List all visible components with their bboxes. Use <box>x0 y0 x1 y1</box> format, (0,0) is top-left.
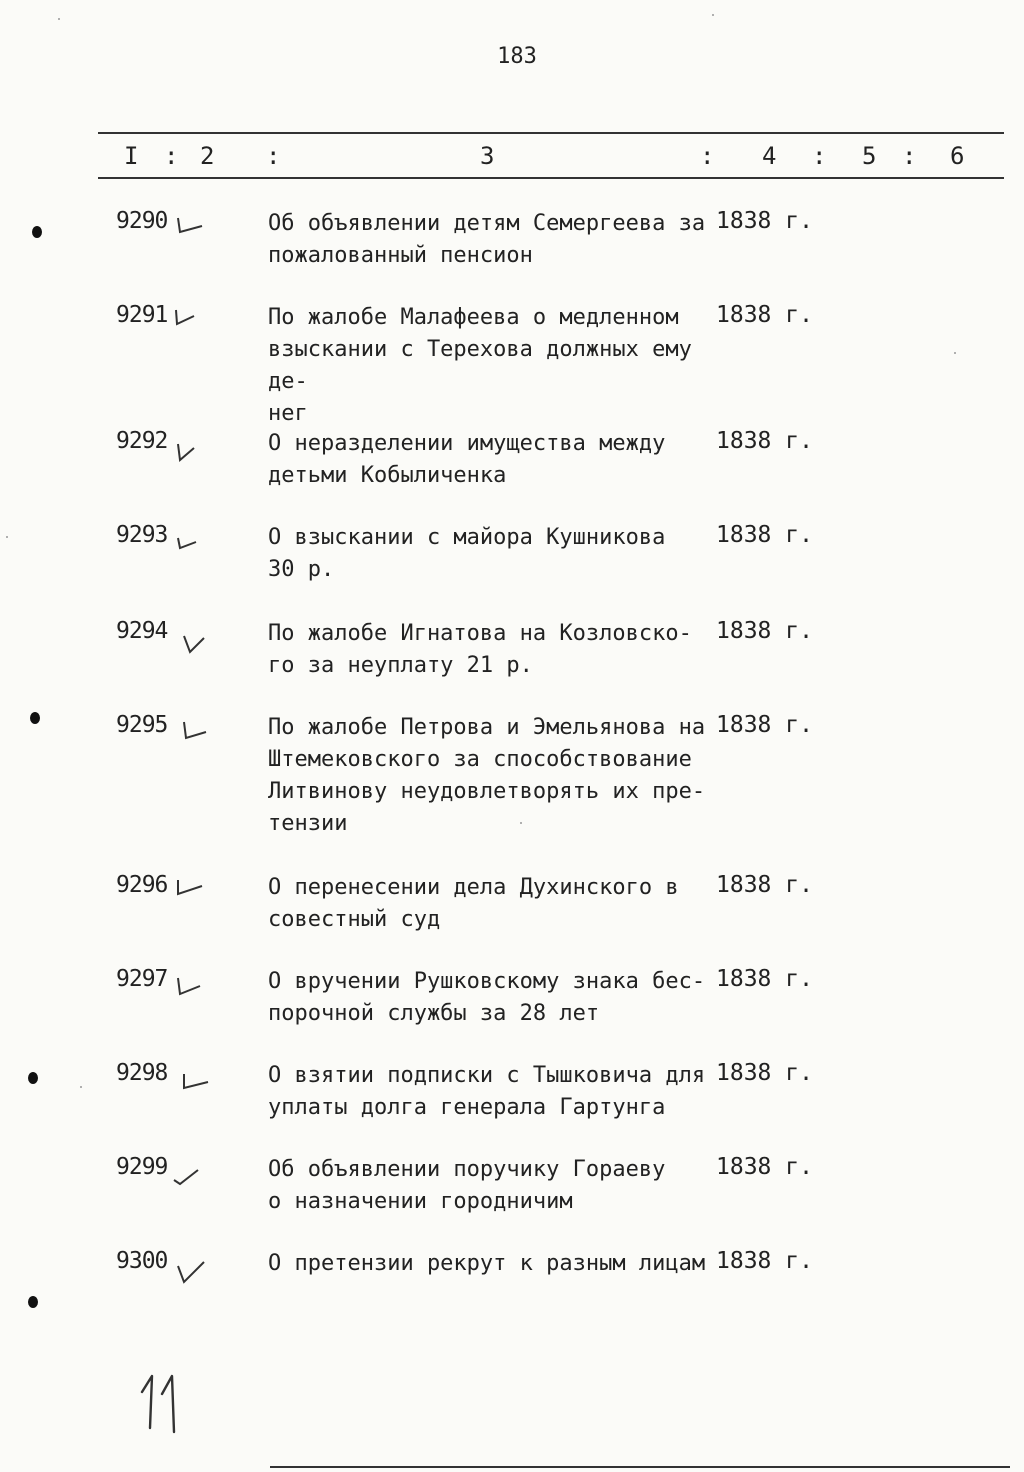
scan-speck <box>58 18 60 20</box>
entry-description: О претензии рекрут к разным лицам <box>268 1251 706 1276</box>
checkmark-icon <box>174 876 208 902</box>
entry-number: 9299 <box>116 1154 168 1180</box>
entry-year: 1838 г. <box>716 618 813 644</box>
entry-number: 9300 <box>116 1248 168 1274</box>
entry-number: 9298 <box>116 1060 168 1086</box>
entry-year: 1838 г. <box>716 712 813 738</box>
entry-description: О взыскании с майора Кушникова 30 р. <box>268 525 666 582</box>
entry-year: 1838 г. <box>716 302 813 328</box>
entry-year: 1838 г. <box>716 428 813 454</box>
checkmark-icon <box>174 1158 208 1184</box>
column-separator: : <box>266 142 281 170</box>
column-header-3: 3 <box>480 142 495 170</box>
column-separator: : <box>164 142 179 170</box>
checkmark-icon <box>174 716 208 742</box>
punch-hole-mark <box>32 226 42 238</box>
checkmark-icon <box>174 306 208 332</box>
scan-speck <box>954 352 956 354</box>
entry-number: 9291 <box>116 302 168 328</box>
entry-description: По жалобе Малафеева о медленном взыскании с Терехова должных ему де- нег <box>268 305 692 426</box>
header-rule-top <box>98 132 1004 134</box>
checkmark-icon <box>174 432 208 458</box>
entry-year: 1838 г. <box>716 1154 813 1180</box>
scan-speck <box>80 1086 82 1088</box>
bottom-rule <box>270 1466 1010 1468</box>
punch-hole-mark <box>30 712 40 724</box>
scan-speck <box>712 14 714 16</box>
column-separator: : <box>700 142 715 170</box>
checkmark-icon <box>174 970 208 996</box>
entry-year: 1838 г. <box>716 1060 813 1086</box>
entry-description: По жалобе Петрова и Эмельянова на Штемековского за способствование Литвинову неудовлетворять их пре- тензии <box>268 715 706 836</box>
column-header-6: 6 <box>950 142 965 170</box>
entry-number: 9297 <box>116 966 168 992</box>
entry-description: Об объявлении поручику Гораеву о назначении городничим <box>268 1157 666 1214</box>
entry-year: 1838 г. <box>716 208 813 234</box>
checkmark-icon <box>174 526 208 552</box>
checkmark-icon <box>174 1064 208 1090</box>
entry-year: 1838 г. <box>716 1248 813 1274</box>
checkmark-icon <box>174 622 208 648</box>
column-header-5: 5 <box>862 142 877 170</box>
entry-number: 9294 <box>116 618 168 644</box>
entry-description: О взятии подписки с Тышковича для уплаты долга генерала Гартунга <box>268 1063 706 1120</box>
entry-description: О неразделении имущества между детьми Кобыличенка <box>268 431 666 488</box>
checkmark-icon <box>174 1252 208 1278</box>
punch-hole-mark <box>28 1072 38 1084</box>
entry-year: 1838 г. <box>716 966 813 992</box>
entry-year: 1838 г. <box>716 522 813 548</box>
header-rule-bottom <box>98 177 1004 179</box>
entry-description: Об объявлении детям Семергеева за пожалованный пенсион <box>268 211 706 268</box>
column-separator: : <box>902 142 917 170</box>
scan-speck <box>520 822 522 824</box>
column-separator: : <box>812 142 827 170</box>
entry-number: 9296 <box>116 872 168 898</box>
scan-speck <box>6 536 8 538</box>
entry-number: 9295 <box>116 712 168 738</box>
column-header-2: 2 <box>200 142 215 170</box>
entry-number: 9292 <box>116 428 168 454</box>
checkmark-icon <box>174 212 208 238</box>
punch-hole-mark <box>28 1296 38 1308</box>
column-header-1: I <box>124 142 139 170</box>
handwritten-note <box>136 1370 196 1440</box>
page-number: 183 <box>497 44 537 69</box>
entry-year: 1838 г. <box>716 872 813 898</box>
column-header-4: 4 <box>762 142 777 170</box>
entry-description: О вручении Рушковскому знака бес- порочной службы за 28 лет <box>268 969 706 1026</box>
entry-description: О перенесении дела Духинского в совестный суд <box>268 875 679 932</box>
entry-description: По жалобе Игнатова на Козловско- го за неуплату 21 р. <box>268 621 692 678</box>
entry-number: 9290 <box>116 208 168 234</box>
entry-number: 9293 <box>116 522 168 548</box>
